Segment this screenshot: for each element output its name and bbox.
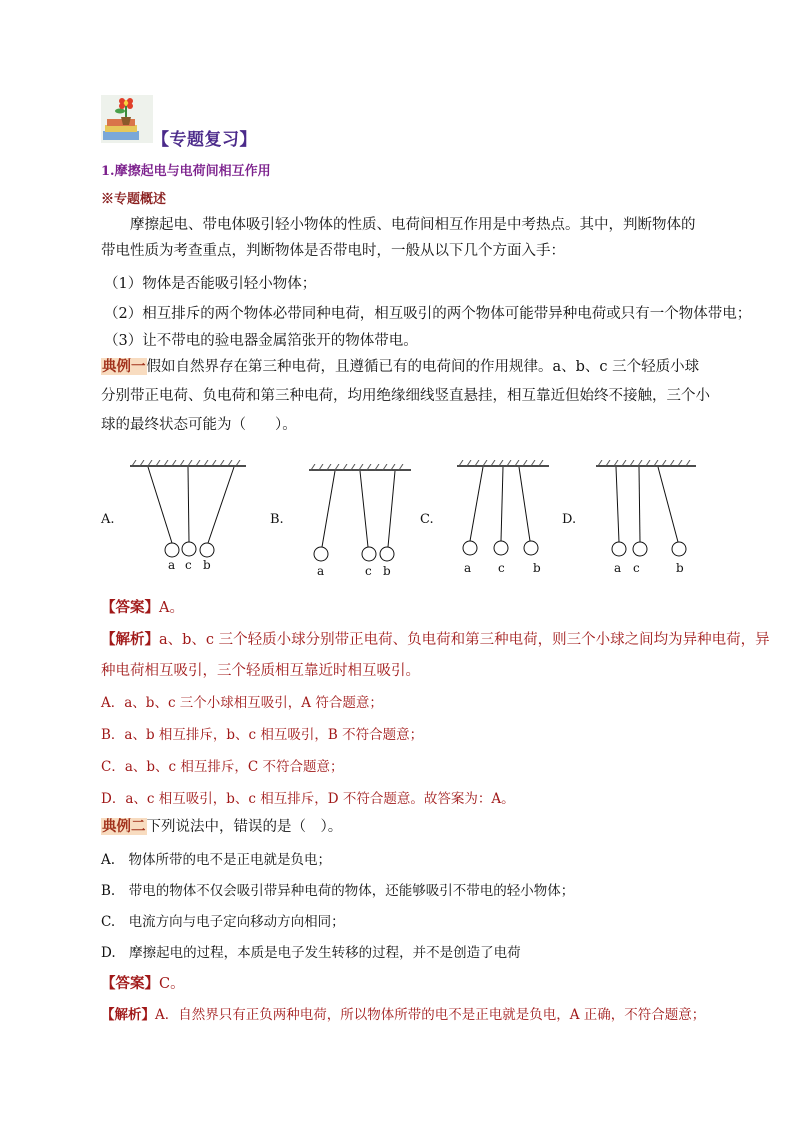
point-item-1: （1）物体是否能吸引轻小物体； [104, 276, 317, 292]
intro-paragraph: 摩擦起电、带电体吸引轻小物体的性质、电荷间相互作用是中考热点。其中，判断物体的带电性质为考查重点，判断物体是否带电时，一般从以下几个方面入手： [101, 217, 696, 259]
thread-c [188, 467, 189, 542]
ball-a [314, 547, 328, 561]
example-2-analysis [101, 1003, 705, 1023]
thread-b [388, 471, 395, 547]
ball-label-b: b [676, 561, 684, 575]
thread-b [519, 467, 530, 541]
thread-b [658, 467, 678, 542]
figure-option-b [305, 464, 415, 588]
ball-a [463, 541, 477, 555]
analysis-text: A．自然界只有正负两种电荷，所以物体所带的电不是正电就是负电，A 正确，不符合题意； [155, 1007, 706, 1023]
ball-b [524, 541, 538, 555]
analysis-tag: 【解析】 [101, 1007, 155, 1023]
ball-label-c: c [365, 564, 372, 578]
answer-value: A。 [159, 600, 184, 616]
ball-b [380, 547, 394, 561]
example-1-question [101, 352, 711, 440]
analysis-item-d: D．a、c 相互吸引，b、c 相互排斥，D 不符合题意。故答案为：A。 [101, 791, 515, 807]
overview-label: ※专题概述 [101, 192, 167, 207]
example-1-label: 典例一 [102, 358, 146, 375]
ball-label-c: c [185, 558, 192, 572]
ball-label-c: c [633, 561, 640, 575]
example-1-analysis-line-1 [101, 628, 770, 649]
answer-tag: 【答案】 [101, 599, 159, 616]
option-a-label: A. [101, 512, 115, 527]
example-2-option-a: A. 物体所带的电不是正电就是负电； [101, 852, 332, 868]
example-2-option-c: C. 电流方向与电子定向移动方向相同； [101, 914, 345, 930]
example-1-analysis-line-2: 种电荷相互吸引，三个轻质相互靠近时相互吸引。 [101, 663, 420, 679]
thread-a [470, 467, 483, 541]
ball-label-b: b [383, 564, 391, 578]
section-header-title: 【专题复习】 [152, 130, 257, 150]
ball-label-a: a [317, 564, 325, 578]
ball-a [612, 542, 626, 556]
option-d-label: D. [562, 512, 577, 527]
ball-label-a: a [464, 561, 472, 575]
thread-c [639, 467, 640, 542]
ball-c [494, 541, 508, 555]
figure-option-a [126, 460, 250, 584]
analysis-item-a: A．a、b、c 三个小球相互吸引，A 符合题意； [101, 695, 383, 711]
example-2-question-text: 下列说法中，错误的是（ ）。 [146, 819, 343, 835]
option-c-label: C. [420, 512, 434, 527]
answer-tag: 【答案】 [101, 975, 159, 992]
ball-c [182, 542, 196, 556]
example-1-answer [101, 596, 184, 617]
thread-c [360, 471, 368, 547]
thread-b [208, 467, 234, 543]
analysis-tag: 【解析】 [101, 631, 159, 648]
thread-a [322, 471, 335, 547]
figure-option-c [453, 460, 553, 584]
ball-label-a: a [614, 561, 622, 575]
example-2-option-d: D. 摩擦起电的过程，本质是电子发生转移的过程，并不是创造了电荷 [101, 945, 521, 961]
option-b-label: B. [270, 512, 284, 527]
example-1-question-text: 假如自然界存在第三种电荷，且遵循已有的电荷间的作用规律。a、b、c 三个轻质小球分别带正电荷、负电荷和第三种电荷，均用绝缘细线竖直悬挂，相互靠近但始终不接触，三个小球的最终状态可能为（ ）。 [101, 359, 710, 433]
example-2-option-b: B. 带电的物体不仅会吸引带异种电荷的物体，还能够吸引不带电的轻小物体； [101, 883, 575, 899]
flower-books-logo-icon [101, 95, 153, 143]
analysis-item-c: C．a、b、c 相互排斥，C 不符合题意； [101, 759, 344, 775]
example-2-question [101, 815, 342, 836]
analysis-text: a、b、c 三个轻质小球分别带正电荷、负电荷和第三种电荷，则三个小球之间均为异种电荷，异 [159, 632, 770, 648]
thread-a [148, 467, 172, 543]
point-item-2: （2）相互排斥的两个物体必带同种电荷，相互吸引的两个物体可能带异种电荷或只有一个物体带电； [104, 306, 752, 322]
ball-c [362, 547, 376, 561]
example-2-label: 典例二 [102, 818, 146, 835]
figure-option-d [592, 460, 702, 584]
ball-label-a: a [168, 558, 176, 572]
ball-b [200, 543, 214, 557]
ball-c [633, 542, 647, 556]
ball-a [165, 543, 179, 557]
ball-label-c: c [498, 561, 505, 575]
point-item-3: （3）让不带电的验电器金属箔张开的物体带电。 [104, 333, 418, 349]
ball-b [672, 542, 686, 556]
ball-label-b: b [203, 558, 211, 572]
answer-value: C。 [159, 976, 185, 992]
analysis-item-b: B．a、b 相互排斥，b、c 相互吸引，B 不符合题意； [101, 727, 424, 743]
example-2-answer [101, 972, 185, 993]
ball-label-b: b [533, 561, 541, 575]
thread-a [616, 467, 619, 542]
thread-c [501, 467, 503, 541]
topic-title: 1.摩擦起电与电荷间相互作用 [101, 164, 271, 179]
